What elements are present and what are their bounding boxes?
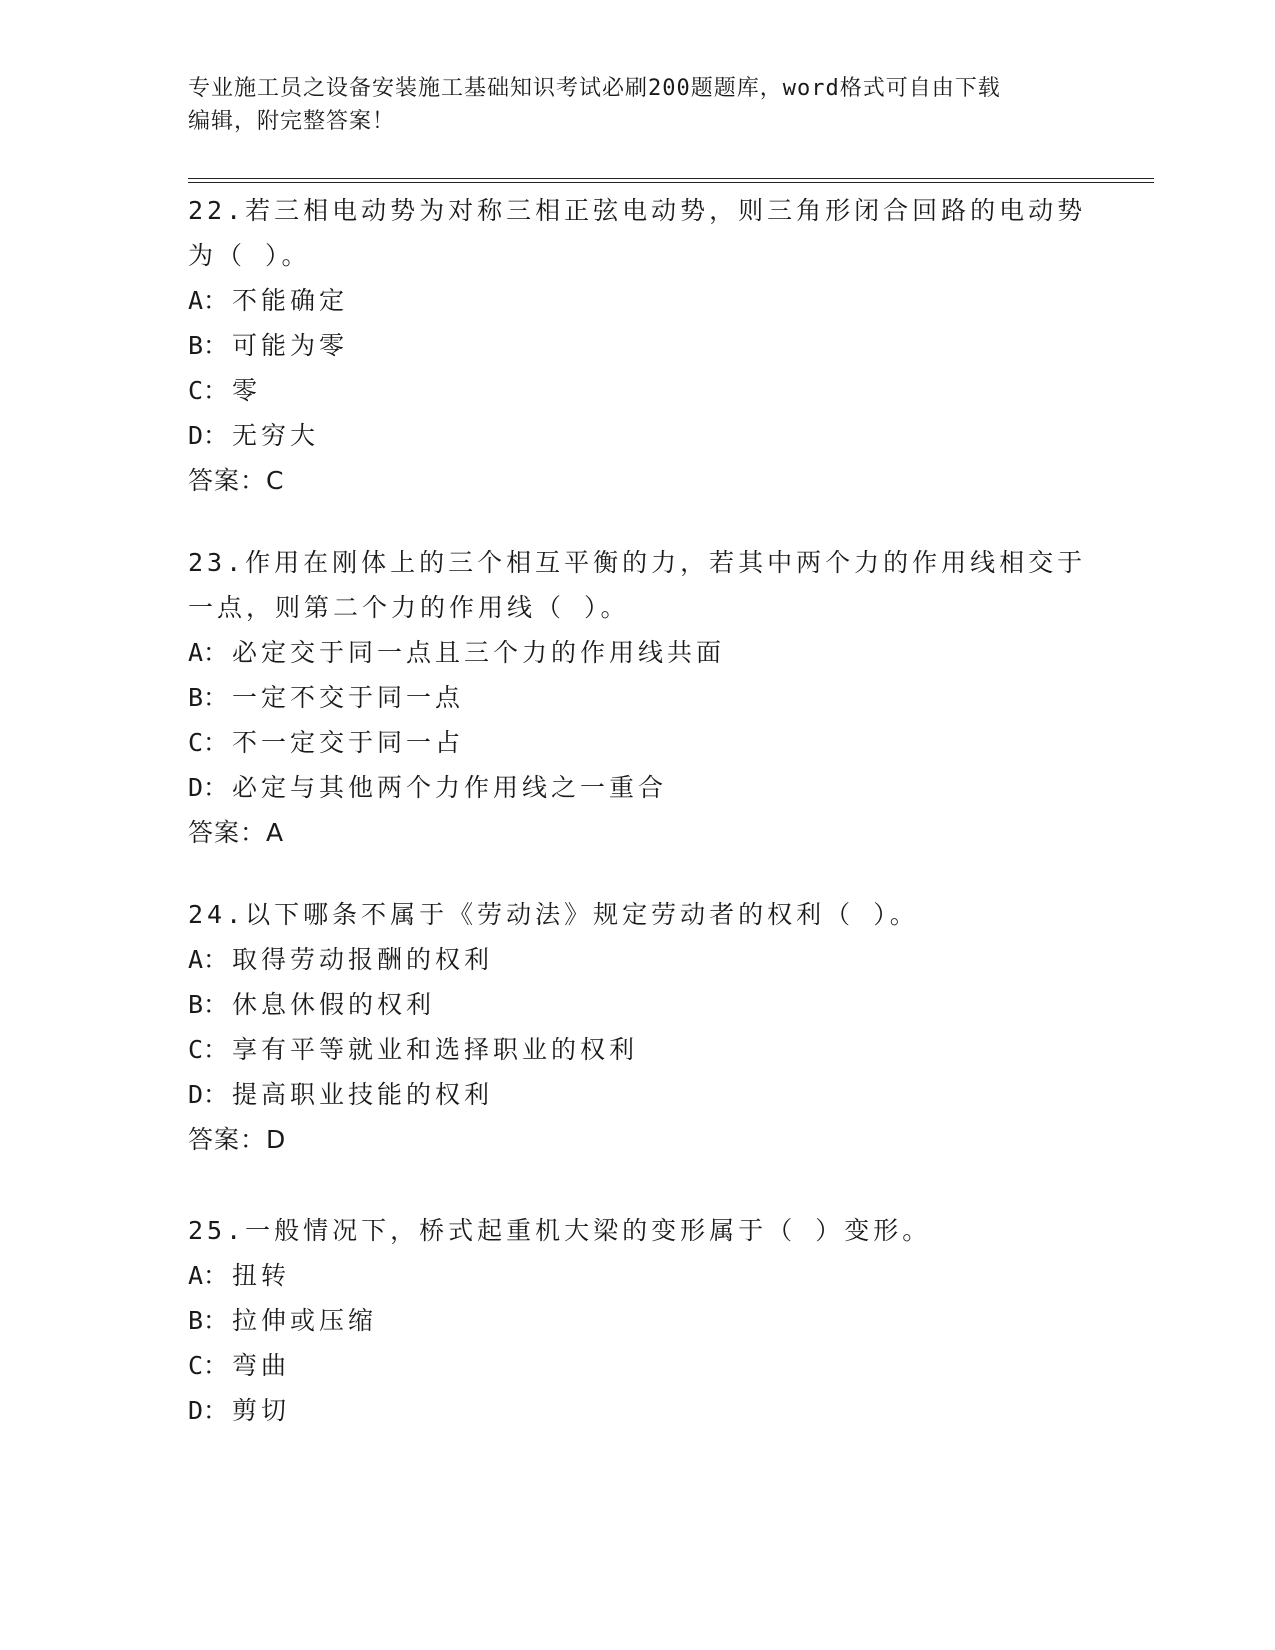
- question-stem: 23.作用在刚体上的三个相互平衡的力，若其中两个力的作用线相交于一点，则第二个力的作用线（ ）。: [188, 548, 1087, 622]
- option-a: [188, 1253, 1088, 1298]
- question-stem: 22.若三相电动势为对称三相正弦电动势，则三角形闭合回路的电动势为（ ）。: [188, 196, 1087, 270]
- option-d: [188, 1072, 1088, 1117]
- option-c: [188, 1027, 1088, 1072]
- question-22: [188, 188, 1088, 503]
- option-text: 无穷大: [232, 421, 320, 450]
- option-text: 一定不交于同一点: [232, 683, 465, 712]
- option-text: 剪切: [232, 1396, 291, 1425]
- option-a: [188, 630, 1088, 675]
- option-key: A：: [188, 638, 229, 667]
- question-stem: 24.以下哪条不属于《劳动法》规定劳动者的权利（ ）。: [188, 900, 919, 929]
- option-b: [188, 982, 1088, 1027]
- option-key: D：: [188, 773, 229, 802]
- option-text: 不能确定: [232, 286, 349, 315]
- answer-line: 答案：A: [188, 818, 285, 847]
- option-text: 不一定交于同一占: [232, 728, 465, 757]
- option-key: B：: [188, 990, 229, 1019]
- option-c: [188, 720, 1088, 765]
- option-b: [188, 323, 1088, 368]
- option-text: 取得劳动报酬的权利: [232, 945, 494, 974]
- option-text: 必定交于同一点且三个力的作用线共面: [232, 638, 726, 667]
- option-key: D：: [188, 421, 229, 450]
- option-key: B：: [188, 331, 229, 360]
- option-text: 享有平等就业和选择职业的权利: [232, 1035, 639, 1064]
- option-a: [188, 278, 1088, 323]
- header-title-line-2: 编辑，附完整答案！: [188, 109, 396, 134]
- question-24: [188, 892, 1088, 1162]
- option-text: 必定与其他两个力作用线之一重合: [232, 773, 668, 802]
- option-text: 扭转: [232, 1261, 291, 1290]
- option-a: [188, 937, 1088, 982]
- question-23: [188, 540, 1088, 855]
- option-key: C：: [188, 376, 229, 405]
- header-title-line-1: 专业施工员之设备安装施工基础知识考试必刷200题题库，word格式可自由下载: [188, 76, 1001, 101]
- option-key: C：: [188, 1035, 229, 1064]
- option-key: A：: [188, 1261, 229, 1290]
- option-c: [188, 1343, 1088, 1388]
- answer-line: 答案：C: [188, 466, 285, 495]
- option-key: D：: [188, 1396, 229, 1425]
- option-key: A：: [188, 286, 229, 315]
- document-header: [188, 72, 1088, 138]
- option-key: A：: [188, 945, 229, 974]
- option-key: D：: [188, 1080, 229, 1109]
- option-text: 零: [232, 376, 262, 405]
- question-stem: 25.一般情况下，桥式起重机大梁的变形属于（ ）变形。: [188, 1216, 932, 1245]
- option-c: [188, 368, 1088, 413]
- option-d: [188, 1388, 1088, 1433]
- option-d: [188, 765, 1088, 810]
- option-text: 弯曲: [232, 1351, 291, 1380]
- option-key: C：: [188, 1351, 229, 1380]
- question-25: [188, 1208, 1088, 1433]
- option-b: [188, 1298, 1088, 1343]
- answer-line: 答案：D: [188, 1125, 287, 1154]
- option-text: 可能为零: [232, 331, 349, 360]
- option-b: [188, 675, 1088, 720]
- option-key: C：: [188, 728, 229, 757]
- option-key: B：: [188, 1306, 229, 1335]
- option-text: 提高职业技能的权利: [232, 1080, 494, 1109]
- option-key: B：: [188, 683, 229, 712]
- option-text: 休息休假的权利: [232, 990, 436, 1019]
- option-text: 拉伸或压缩: [232, 1306, 378, 1335]
- option-d: [188, 413, 1088, 458]
- header-double-rule: [188, 178, 1154, 183]
